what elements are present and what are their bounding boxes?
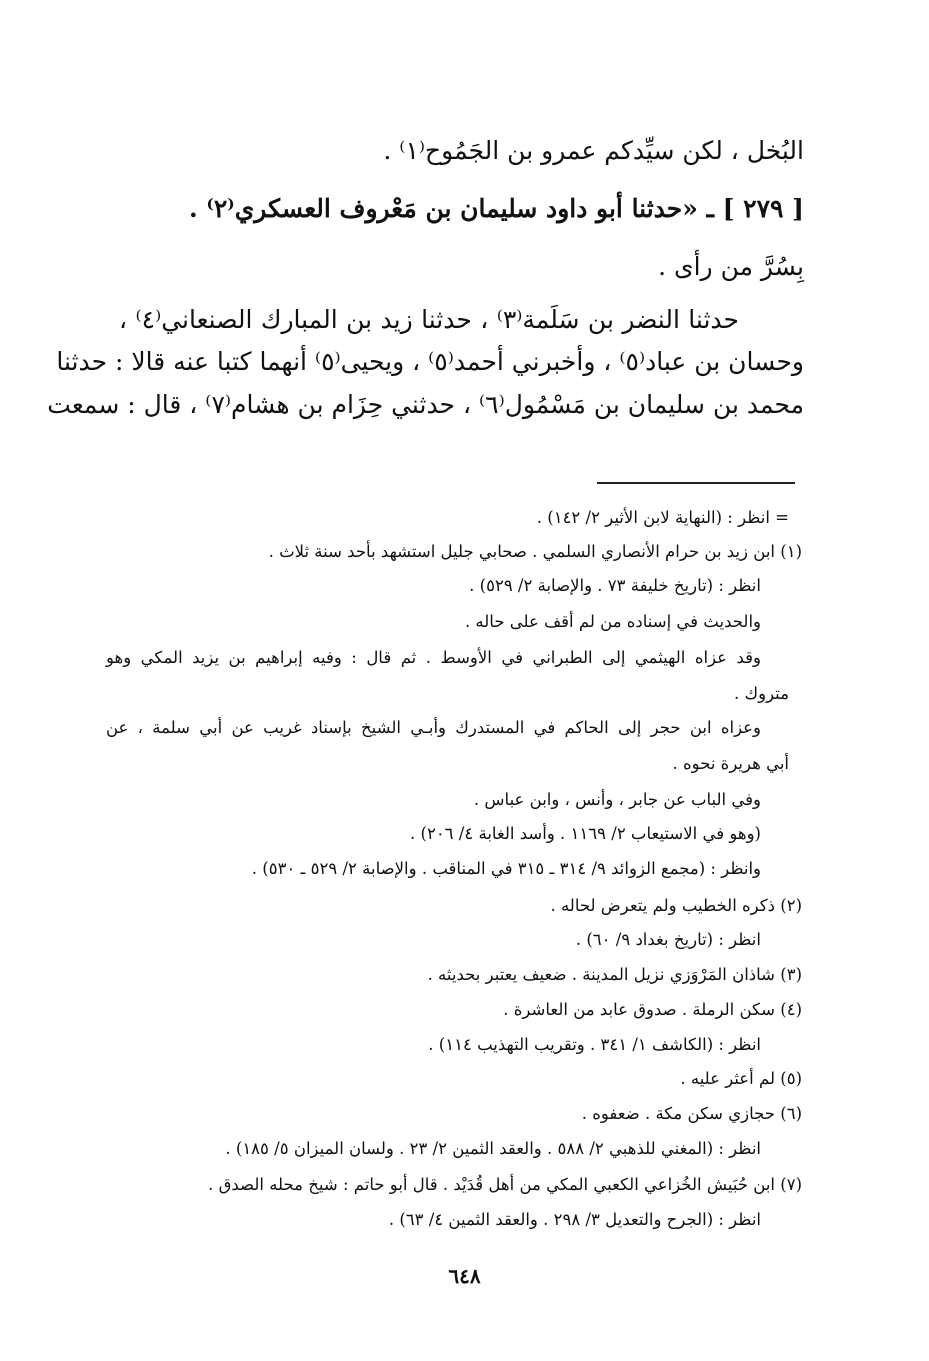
footnote-4: (٤) سكن الرملة . صدوق عابد من العاشرة . <box>503 1000 802 1019</box>
footnote-2-ref: انظر : (تاريخ بغداد ٩/ ٦٠) . <box>575 930 761 949</box>
page-number: ٦٤٨ <box>448 1264 481 1288</box>
main-text-line-1: البُخل ، لكن سيِّدكم عمرو بن الجَمُوح⁽١⁾ . <box>383 136 804 165</box>
footnote-1-ref: (وهو في الاستيعاب ٢/ ١١٦٩ . وأسد الغابة ٤/ ٢٠٦) . <box>410 824 761 843</box>
footnote-5: (٥) لم أعثر عليه . <box>680 1069 802 1088</box>
footnote-1-note: وقد عزاه الهيثمي إلى الطبراني في الأوسط . ثم قال : وفيه إبراهيم بن يزيد المكي وهو <box>106 648 761 667</box>
hadith-heading-279: [ ٢٧٩ ] ـ «حدثنا أبو داود سليمان بن مَعْروف العسكري⁽٢⁾ . <box>188 194 804 223</box>
main-text-line-5: وحسان بن عباد⁽٥⁾ ، وأخبرني أحمد⁽٥⁾ ، ويحيى⁽٥⁾ أنهما كتبا عنه قالا : حدثنا <box>56 347 804 376</box>
footnote-separator <box>597 482 795 484</box>
footnote-1-note: وفي الباب عن جابر ، وأنس ، وابن عباس . <box>473 790 761 809</box>
footnote-1-ref: وانظر : (مجمع الزوائد ٩/ ٣١٤ ـ ٣١٥ في المناقب . والإصابة ٢/ ٥٢٩ ـ ٥٣٠) . <box>251 859 761 878</box>
footnote-6: (٦) حجازي سكن مكة . ضعفوه . <box>581 1104 802 1123</box>
footnote-1-note: متروك . <box>734 684 789 703</box>
main-text-line-3: بِسُرَّ من رأى . <box>658 252 804 281</box>
footnote-7: (٧) ابن حُبَيش الخُزاعي الكعبي المكي من أهل قُدَيْد . قال أبو حاتم : شيخ محله الصدق . <box>208 1175 802 1194</box>
footnote-4-ref: انظر : (الكاشف ١/ ٣٤١ . وتقريب التهذيب ١١٤) . <box>428 1035 761 1054</box>
footnote-1-note: أبي هريرة نحوه . <box>672 754 789 773</box>
footnote-6-ref: انظر : (المغني للذهبي ٢/ ٥٨٨ . والعقد الثمين ٢/ ٢٣ . ولسان الميزان ٥/ ١٨٥) . <box>225 1139 761 1158</box>
footnote-7-ref: انظر : (الجرح والتعديل ٣/ ٢٩٨ . والعقد الثمين ٤/ ٦٣) . <box>388 1210 761 1229</box>
footnote-3: (٣) شاذان المَرْوَزي نزيل المدينة . ضعيف يعتبر بحديثه . <box>427 965 802 984</box>
footnote-1: (١) ابن زيد بن حرام الأنصاري السلمي . صحابي جليل استشهد بأحد سنة ثلاث . <box>268 542 802 561</box>
main-text-line-4: حدثنا النضر بن سَلَمة⁽٣⁾ ، حدثنا زيد بن المبارك الصنعاني⁽٤⁾ ، <box>119 305 740 334</box>
footnote-2: (٢) ذكره الخطيب ولم يتعرض لحاله . <box>550 896 802 915</box>
footnote-1-note: وعزاه ابن حجر إلى الحاكم في المستدرك وأبـي الشيخ بإسناد غريب عن أبي سلمة ، عن <box>106 718 761 737</box>
main-text-line-6: محمد بن سليمان بن مَسْمُول⁽٦⁾ ، حدثني حِزَام بن هشام⁽٧⁾ ، قال : سمعت <box>47 390 804 419</box>
footnote-1-note: والحديث في إسناده من لم أقف على حاله . <box>464 612 761 631</box>
footnote-continuation: = انظر : (النهاية لابن الأثير ٢/ ١٤٢) . <box>536 508 789 527</box>
footnote-1-ref: انظر : (تاريخ خليفة ٧٣ . والإصابة ٢/ ٥٢٩) . <box>469 576 761 595</box>
